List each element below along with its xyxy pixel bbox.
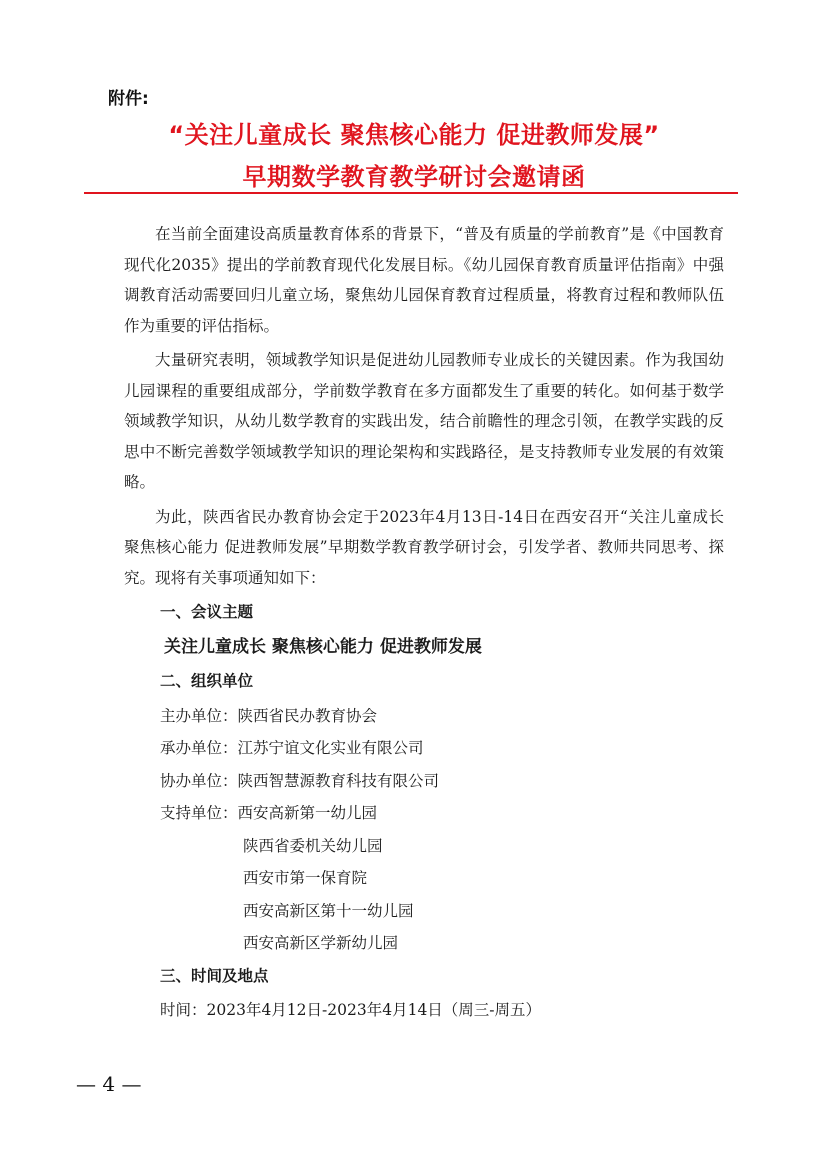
support-unit: 西安市第一保育院 — [243, 869, 368, 887]
meeting-theme: 关注儿童成长 聚焦核心能力 促进教师发展 — [164, 636, 482, 657]
section-heading-organizers: 二、组织单位 — [160, 672, 254, 690]
attachment-label: 附件: — [108, 89, 149, 109]
co-organizer-unit: 协办单位：陕西智慧源教育科技有限公司 — [160, 771, 440, 790]
title-line-2: 早期数学教育教学研讨会邀请函 — [242, 163, 586, 191]
support-unit: 西安高新区学新幼儿园 — [243, 934, 399, 952]
paragraph-research: 大量研究表明，领域教学知识是促进幼儿园教师专业成长的关键因素。作为我国幼儿园课程的重要组成部分，学前数学教育在多方面都发生了重要的转化。如何基于数学领域教学知识，从幼儿数学教育的实践出发，结合前瞻性的理念引领，在教学实践的反思中不断完善数学领域教学知识的理论架构和实践路径，是支持教师专业发展的有效策略。 — [124, 351, 724, 491]
title-line-1: “关注儿童成长 聚焦核心能力 促进教师发展” — [168, 121, 660, 149]
paragraph-announcement: 为此，陕西省民办教育协会定于2023年4月13日-14日在西安召开“关注儿童成长 聚焦核心能力 促进教师发展”早期数学教育教学研讨会，引发学者、教师共同思考、探究。现将有关事项通知如下： — [124, 507, 724, 587]
document-body — [124, 219, 724, 1028]
meeting-time: 时间：2023年4月12日-2023年4月14日（周三-周五） — [160, 1001, 542, 1019]
host-unit: 主办单位：陕西省民办教育协会 — [160, 706, 378, 725]
support-unit: 支持单位：西安高新第一幼儿园 — [160, 804, 378, 822]
red-divider — [84, 192, 738, 194]
organizer-unit: 承办单位：江苏宁谊文化实业有限公司 — [160, 739, 424, 757]
support-unit: 陕西省委机关幼儿园 — [243, 836, 383, 855]
page-number: — 4 — — [76, 1072, 142, 1096]
paragraph-background: 在当前全面建设高质量教育体系的背景下，“普及有质量的学前教育”是《中国教育现代化2035》提出的学前教育现代化发展目标。《幼儿园保育教育质量评估指南》中强调教育活动需要回归儿童立场，聚焦幼儿园保育教育过程质量，将教育过程和教师队伍作为重要的评估指标。 — [124, 225, 724, 335]
support-unit: 西安高新区第十一幼儿园 — [243, 901, 414, 920]
section-heading-time-place: 三、时间及地点 — [160, 966, 269, 985]
section-heading-theme: 一、会议主题 — [160, 603, 254, 621]
